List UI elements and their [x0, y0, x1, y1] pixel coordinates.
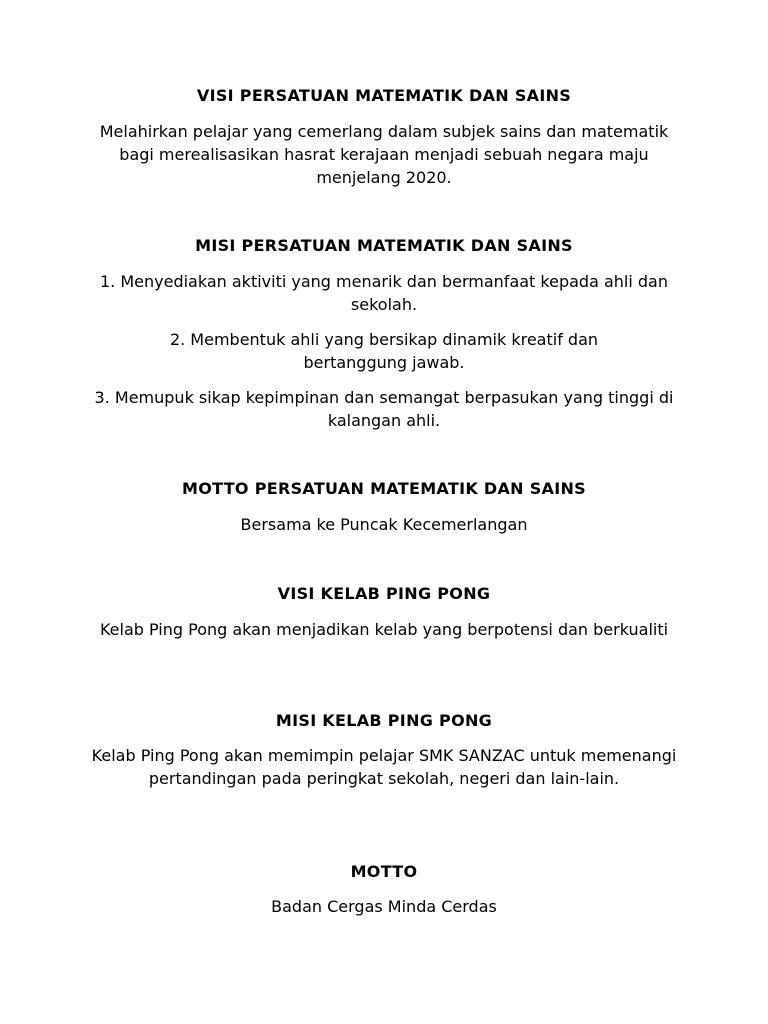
- motto-heading: MOTTO: [350, 862, 418, 881]
- misi-persatuan-item-2: 2. Membentuk ahli yang bersikap dinamik kreatif dan bertanggung jawab.: [169, 330, 599, 372]
- visi-kelab-text: Kelab Ping Pong akan menjadikan kelab yang berpotensi dan berkualiti: [99, 620, 669, 639]
- visi-kelab-heading: VISI KELAB PING PONG: [277, 584, 491, 603]
- motto-persatuan-text: Bersama ke Puncak Kecemerlangan: [240, 515, 528, 534]
- misi-kelab-heading: MISI KELAB PING PONG: [275, 711, 493, 730]
- motto-persatuan-heading: MOTTO PERSATUAN MATEMATIK DAN SAINS: [182, 479, 586, 498]
- motto-text: Badan Cergas Minda Cerdas: [271, 897, 497, 916]
- visi-persatuan-heading: VISI PERSATUAN MATEMATIK DAN SAINS: [196, 86, 572, 105]
- misi-persatuan-heading: MISI PERSATUAN MATEMATIK DAN SAINS: [195, 236, 573, 255]
- misi-persatuan-item-3: 3. Memupuk sikap kepimpinan dan semangat berpasukan yang tinggi di kalangan ahli.: [94, 388, 674, 430]
- misi-persatuan-item-1: 1. Menyediakan aktiviti yang menarik dan bermanfaat kepada ahli dan sekolah.: [100, 272, 668, 314]
- misi-kelab-text: Kelab Ping Pong akan memimpin pelajar SMK SANZAC untuk memenangi pertandingan pada peringkat sekolah, negeri dan lain-lain.: [91, 746, 677, 788]
- visi-persatuan-text: Melahirkan pelajar yang cemerlang dalam subjek sains dan matematik bagi merealisasikan hasrat kerajaan menjadi sebuah negara maju menjelang 2020.: [99, 122, 669, 187]
